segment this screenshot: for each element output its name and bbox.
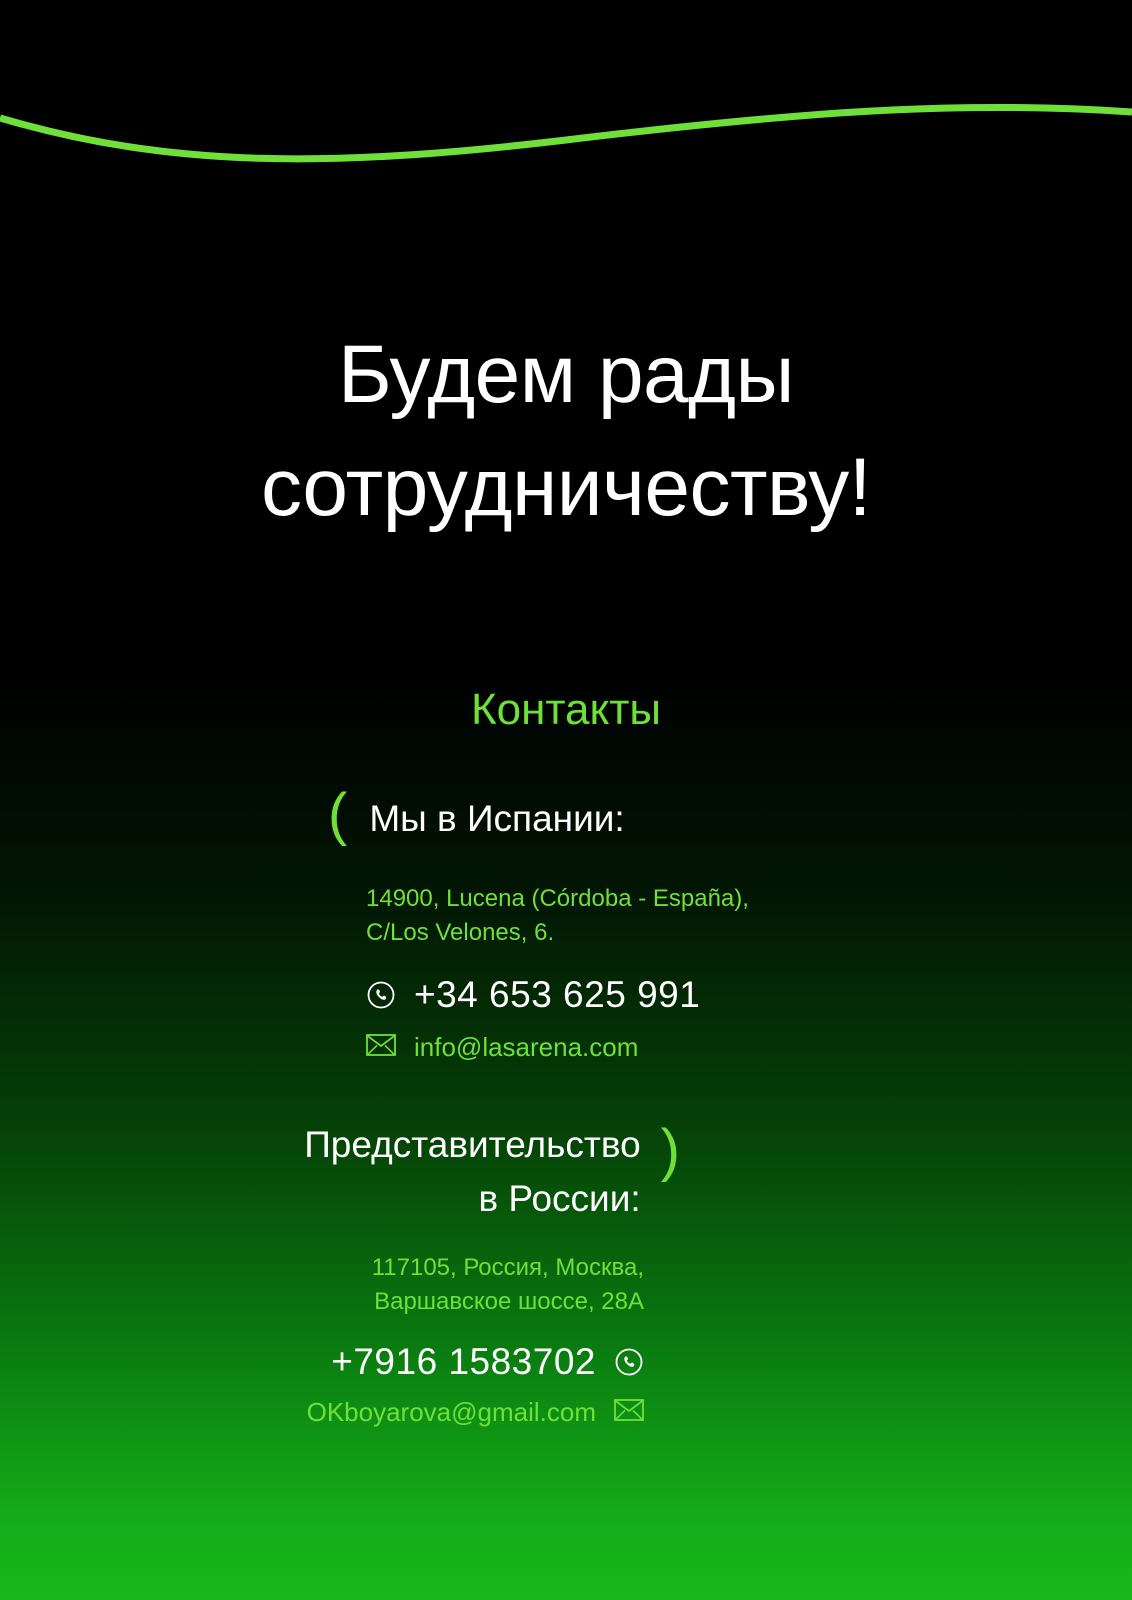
- spain-email-row[interactable]: [366, 1032, 1000, 1063]
- russia-address: [120, 1251, 644, 1319]
- spain-phone-row[interactable]: [366, 974, 1000, 1016]
- page-title-line2: сотрудничеству!: [260, 442, 872, 534]
- top-wave-decoration: [0, 0, 1132, 200]
- bracket-left-decoration: (: [328, 782, 348, 847]
- russia-phone-row[interactable]: [120, 1341, 644, 1383]
- contact-block-spain: [320, 782, 1000, 1063]
- russia-email-row[interactable]: [120, 1397, 644, 1428]
- spain-phone[interactable]: +34 653 625 991: [414, 974, 701, 1016]
- phone-icon: [366, 980, 396, 1010]
- russia-phone[interactable]: +7916 1583702: [331, 1341, 596, 1383]
- envelope-icon: [366, 1033, 396, 1063]
- spain-heading: Мы в Испании:: [369, 798, 625, 839]
- russia-email[interactable]: OKboyarova@gmail.com: [306, 1397, 596, 1428]
- russia-heading-line1: Представительство: [304, 1124, 641, 1165]
- phone-icon: [614, 1347, 644, 1377]
- russia-address-line1: 117105, Россия, Москва,: [371, 1254, 644, 1282]
- contacts-heading: Контакты: [470, 685, 662, 734]
- page-title-line1: Будем рады: [338, 329, 794, 420]
- spain-heading-row: [328, 782, 1000, 848]
- russia-address-line2: Варшавское шоссе, 28А: [374, 1288, 644, 1316]
- spain-address-line1: 14900, Lucena (Córdoba - España),: [366, 885, 749, 912]
- russia-heading-line2: в России:: [478, 1177, 641, 1219]
- bracket-right-decoration: ): [660, 1118, 680, 1183]
- russia-heading-row: [120, 1118, 680, 1225]
- spain-address: [366, 882, 1000, 950]
- spain-email[interactable]: info@lasarena.com: [414, 1032, 639, 1063]
- spain-address-line2: C/Los Velones, 6.: [366, 919, 555, 947]
- page-title: [0, 318, 1132, 544]
- contact-block-russia: [120, 1118, 680, 1428]
- envelope-icon: [614, 1398, 644, 1428]
- russia-heading: [304, 1118, 640, 1225]
